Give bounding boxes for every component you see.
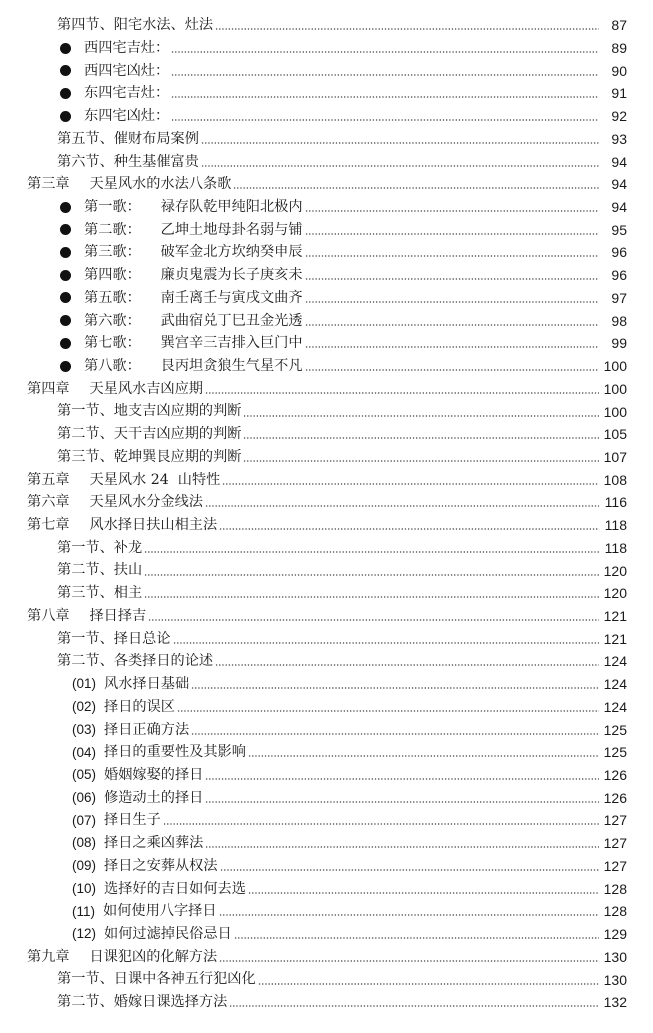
toc-entry[interactable] — [0, 605, 653, 628]
toc-entry-title: 东四宅吉灶： — [84, 85, 170, 102]
toc-entry[interactable] — [0, 650, 653, 673]
dot-leader — [215, 28, 599, 30]
dot-leader — [234, 937, 599, 939]
dot-leader — [305, 346, 599, 348]
dot-leader — [233, 187, 599, 189]
toc-entry-title: 第三节、相主 — [57, 585, 143, 602]
toc-entry[interactable] — [0, 355, 653, 378]
dot-leader — [219, 960, 599, 962]
toc-entry-title: 第九章 — [27, 948, 70, 965]
toc-page-number: 124 — [603, 698, 627, 715]
toc-entry-title: 第八歌： — [84, 357, 141, 374]
toc-page-number: 107 — [603, 448, 627, 465]
dot-leader — [177, 710, 599, 712]
dot-leader — [305, 255, 599, 257]
toc-entry-title: 第三章 — [27, 176, 70, 193]
toc-page-number: 105 — [603, 426, 627, 443]
toc-entry-subtitle: 天星风水 24 山特性 — [89, 471, 221, 488]
dot-leader — [201, 165, 599, 167]
toc-entry[interactable] — [0, 14, 653, 37]
dot-leader — [173, 642, 599, 644]
toc-entry[interactable] — [0, 128, 653, 151]
dot-leader — [163, 823, 599, 825]
toc-page-number: 128 — [603, 880, 627, 897]
toc-entry-title: 如何使用八字择日 — [103, 903, 217, 920]
toc-page-number: 89 — [611, 40, 627, 57]
toc-entry[interactable] — [0, 559, 653, 582]
toc-entry[interactable] — [0, 786, 653, 809]
bullet-icon — [60, 292, 71, 303]
dot-leader — [171, 74, 599, 76]
toc-entry-title: 第三歌： — [84, 244, 141, 261]
toc-entry-title: 选择好的吉日如何去选 — [104, 880, 246, 897]
toc-entry[interactable] — [0, 764, 653, 787]
dot-leader — [171, 119, 599, 121]
toc-entry[interactable] — [0, 218, 653, 241]
toc-entry-subtitle: 艮丙坦贪狼生气星不凡 — [160, 357, 303, 374]
toc-entry-subtitle: 天星风水吉凶应期 — [89, 380, 203, 397]
toc-page-number: 100 — [603, 380, 627, 397]
toc-entry[interactable] — [0, 537, 653, 560]
toc-page-number: 92 — [611, 108, 627, 125]
toc-entry-number: (02) — [72, 699, 97, 715]
dot-leader — [243, 415, 599, 417]
toc-entry[interactable] — [0, 991, 653, 1014]
toc-entry-title: 第五节、催财布局案例 — [57, 130, 199, 147]
toc-entry-title: 修造动土的择日 — [104, 789, 204, 806]
toc-entry[interactable] — [0, 923, 653, 946]
toc-entry-title: 第七章 — [27, 517, 70, 534]
toc-page-number: 130 — [603, 948, 627, 965]
toc-entry-subtitle: 廉贞鬼震为长子庚亥未 — [160, 267, 303, 284]
toc-entry-number: (08) — [72, 835, 97, 851]
toc-entry-number: (07) — [72, 812, 97, 828]
dot-leader — [305, 233, 599, 235]
toc-page-number: 96 — [611, 267, 627, 284]
toc-entry-title: 第二节、婚嫁日课选择方法 — [57, 994, 228, 1011]
toc-entry[interactable] — [0, 718, 653, 741]
toc-entry-subtitle: 天星风水的水法八条歌 — [89, 176, 232, 193]
toc-page-number: 94 — [611, 176, 627, 193]
toc-entry-title: 择日的重要性及其影响 — [104, 744, 246, 761]
toc-entry[interactable] — [0, 832, 653, 855]
toc-entry[interactable] — [0, 400, 653, 423]
toc-page-number: 96 — [611, 244, 627, 261]
toc-page-number: 129 — [603, 926, 627, 943]
dot-leader — [243, 437, 599, 439]
toc-entry-subtitle: 南壬离壬与寅戌文曲齐 — [160, 289, 303, 306]
toc-entry-title: 择日生子 — [104, 812, 161, 829]
dot-leader — [222, 483, 599, 485]
toc-page-number: 100 — [603, 358, 627, 375]
toc-entry-title: 第五章 — [27, 471, 70, 488]
bullet-icon — [60, 65, 71, 76]
toc-page-number: 118 — [604, 539, 627, 556]
toc-page-number: 126 — [603, 789, 627, 806]
bullet-icon — [60, 224, 71, 235]
toc-entry-title: 东四宅凶灶： — [84, 108, 170, 125]
toc-entry[interactable] — [0, 378, 653, 401]
toc-entry[interactable] — [0, 37, 653, 60]
dot-leader — [243, 460, 599, 462]
toc-entry-subtitle: 破军金北方坎纳癸申辰 — [160, 244, 303, 261]
toc-entry[interactable] — [0, 696, 653, 719]
toc-entry[interactable] — [0, 309, 653, 332]
toc-page-number: 121 — [603, 630, 627, 647]
dot-leader — [144, 551, 599, 553]
toc-entry-number: (06) — [72, 790, 97, 806]
toc-page-number: 124 — [603, 653, 627, 670]
toc-entry[interactable] — [0, 468, 653, 491]
toc-page-number: 95 — [611, 221, 627, 238]
toc-page-number: 130 — [603, 971, 627, 988]
toc-entry-title: 第七歌： — [84, 335, 141, 352]
toc-entry-title: 第一节、择日总论 — [57, 630, 171, 647]
toc-page-number: 127 — [603, 857, 627, 874]
toc-page-number: 118 — [604, 517, 627, 534]
dot-leader — [248, 755, 599, 757]
toc-entry-title: 西四宅凶灶： — [84, 62, 170, 79]
toc-entry[interactable] — [0, 446, 653, 469]
dot-leader — [305, 369, 599, 371]
toc-page-number: 97 — [611, 289, 627, 306]
dot-leader — [171, 51, 599, 53]
toc-entry[interactable] — [0, 968, 653, 991]
toc-page-number: 90 — [611, 62, 627, 79]
toc-entry-title: 第八章 — [27, 607, 70, 624]
toc-entry[interactable] — [0, 105, 653, 128]
toc-entry-title: 第四章 — [27, 380, 70, 397]
toc-page-number: 99 — [611, 335, 627, 352]
toc-page-number: 128 — [603, 903, 627, 920]
toc-page-number: 93 — [611, 130, 627, 147]
toc-entry[interactable] — [0, 196, 653, 219]
toc-page-number: 120 — [603, 562, 627, 579]
toc-entry-title: 择日的误区 — [104, 698, 175, 715]
dot-leader — [191, 733, 599, 735]
toc-entry-title: 第二节、各类择日的论述 — [57, 653, 214, 670]
bullet-icon — [60, 338, 71, 349]
toc-page-number: 125 — [603, 721, 627, 738]
dot-leader — [258, 983, 599, 985]
toc-entry-title: 第一歌： — [84, 198, 141, 215]
dot-leader — [219, 914, 599, 916]
dot-leader — [144, 574, 599, 576]
toc-entry-title: 西四宅吉灶： — [84, 39, 170, 56]
toc-entry-title: 如何过滤掉民俗忌日 — [104, 925, 232, 942]
toc-entry-number: (11) — [72, 903, 96, 919]
toc-entry-title: 第五歌： — [84, 289, 141, 306]
toc-entry[interactable] — [0, 241, 653, 264]
dot-leader — [215, 664, 599, 666]
toc-entry-number: (01) — [72, 676, 97, 692]
dot-leader — [205, 505, 599, 507]
toc-entry[interactable] — [0, 855, 653, 878]
dot-leader — [305, 278, 599, 280]
toc-page-number: 100 — [603, 403, 627, 420]
toc-entry-subtitle: 天星风水分金线法 — [89, 494, 203, 511]
toc-page-number: 87 — [611, 17, 627, 34]
dot-leader — [305, 301, 599, 303]
toc-entry-subtitle: 巽宫辛三吉排入巨门中 — [160, 335, 303, 352]
dot-leader — [220, 869, 599, 871]
toc-entry[interactable] — [0, 150, 653, 173]
toc-entry[interactable] — [0, 59, 653, 82]
dot-leader — [305, 324, 599, 326]
toc-entry[interactable] — [0, 809, 653, 832]
toc-page-number: 94 — [611, 153, 627, 170]
toc-page-number: 127 — [603, 812, 627, 829]
bullet-icon — [60, 43, 71, 54]
toc-entry-number: (09) — [72, 858, 97, 874]
toc-entry[interactable] — [0, 491, 653, 514]
toc-entry-title: 婚姻嫁娶的择日 — [104, 766, 204, 783]
toc-page-number: 132 — [603, 994, 627, 1011]
toc-entry[interactable] — [0, 673, 653, 696]
toc-entry[interactable] — [0, 946, 653, 969]
toc-entry-number: (10) — [72, 880, 97, 896]
toc-entry-title: 第二节、扶山 — [57, 562, 143, 579]
toc-entry-title: 第一节、日课中各神五行犯凶化 — [57, 971, 256, 988]
bullet-icon — [60, 247, 71, 258]
toc-entry-title: 第四歌： — [84, 267, 141, 284]
toc-entry[interactable] — [0, 877, 653, 900]
toc-page-number: 121 — [603, 608, 627, 625]
dot-leader — [205, 778, 599, 780]
toc-entry-title: 第二歌： — [84, 221, 141, 238]
toc-page-number: 91 — [611, 85, 627, 102]
dot-leader — [191, 687, 599, 689]
toc-entry-title: 第三节、乾坤巽艮应期的判断 — [57, 448, 242, 465]
toc-entry-subtitle: 择日择吉 — [89, 607, 147, 624]
dot-leader — [171, 96, 599, 98]
toc-entry-title: 择日正确方法 — [104, 721, 190, 738]
toc-entry-title: 择日之安葬从权法 — [104, 857, 218, 874]
toc-page-number: 98 — [611, 312, 627, 329]
dot-leader — [305, 210, 599, 212]
dot-leader — [248, 892, 599, 894]
toc-entry-title: 第六节、种生基催富贵 — [57, 153, 199, 170]
toc-entry-title: 第六歌： — [84, 312, 141, 329]
toc-page-number: 94 — [611, 199, 627, 216]
toc-entry-title: 第四节、阳宅水法、灶法 — [57, 17, 214, 34]
bullet-icon — [60, 111, 71, 122]
toc-entry-subtitle: 乙坤土地母卦名弱与铺 — [160, 221, 303, 238]
toc-entry-title: 风水择日基础 — [104, 676, 190, 693]
toc-page-number: 120 — [603, 585, 627, 602]
toc-entry-title: 第一节、地支吉凶应期的判断 — [57, 403, 242, 420]
bullet-icon — [60, 202, 71, 213]
toc-entry-subtitle: 风水择日扶山相主法 — [89, 517, 218, 534]
toc-entry[interactable] — [0, 514, 653, 537]
dot-leader — [205, 392, 599, 394]
toc-entry-number: (12) — [72, 926, 97, 942]
toc-page-number: 116 — [604, 494, 627, 511]
toc-entry[interactable] — [0, 900, 653, 923]
toc-entry[interactable] — [0, 582, 653, 605]
dot-leader — [219, 528, 599, 530]
dot-leader — [201, 142, 599, 144]
toc-entry[interactable] — [0, 627, 653, 650]
bullet-icon — [60, 270, 71, 281]
dot-leader — [144, 596, 599, 598]
toc-entry[interactable] — [0, 423, 653, 446]
bullet-icon — [60, 88, 71, 99]
toc-entry[interactable] — [0, 82, 653, 105]
toc-page-number: 126 — [603, 767, 627, 784]
toc-page-number: 108 — [603, 471, 627, 488]
toc-entry-number: (04) — [72, 744, 97, 760]
toc-entry-title: 择日之乘凶葬法 — [104, 835, 204, 852]
dot-leader — [148, 619, 599, 621]
toc-entry-subtitle: 禄存队乾甲纯阳北极内 — [160, 198, 303, 215]
toc-entry-number: (05) — [72, 767, 97, 783]
toc-page-number: 124 — [603, 676, 627, 693]
toc-entry-subtitle: 日课犯凶的化解方法 — [89, 948, 218, 965]
toc-entry-title: 第二节、天干吉凶应期的判断 — [57, 426, 242, 443]
dot-leader — [229, 1005, 599, 1007]
toc-entry[interactable] — [0, 264, 653, 287]
toc-entry[interactable] — [0, 287, 653, 310]
toc-entry[interactable] — [0, 173, 653, 196]
bullet-icon — [60, 315, 71, 326]
toc-entry-title: 第一节、补龙 — [57, 539, 143, 556]
toc-entry-title: 第六章 — [27, 494, 70, 511]
toc-entry[interactable] — [0, 332, 653, 355]
toc-entry-subtitle: 武曲宿兑丁巳丑金光透 — [160, 312, 303, 329]
dot-leader — [205, 846, 599, 848]
dot-leader — [205, 801, 599, 803]
toc-page-number: 125 — [603, 744, 627, 761]
toc-entry[interactable] — [0, 741, 653, 764]
toc-entry-number: (03) — [72, 721, 97, 737]
toc-page-number: 127 — [603, 835, 627, 852]
bullet-icon — [60, 361, 71, 372]
